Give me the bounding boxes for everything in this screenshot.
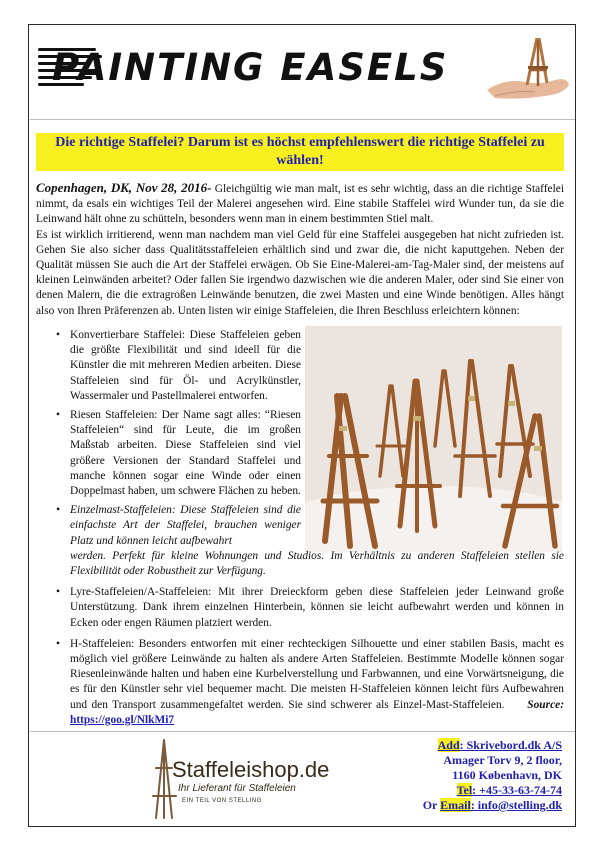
logo-title: PAINTING EASELS [52,46,449,89]
shop-subline: EIN TEIL VON STELLING [182,798,262,804]
intro-text-1: Gleichgültig wie man malt, ist es sehr wichtig, dass an die richtige Staffelei nimmt, da esals ein wichtiges Teil der Malerei angesehen wird. Eine stabile Staffelei wird Wunder tun, da sie die Leinwand hält ohne zu schütteln, besonders wenn man in einem bestimmten Stiel malt. [36,183,564,226]
list-item-lyre: • Lyre-Staffeleien/A-Staffeleien: Mit ihrer Dreieckform geben diese Staffeleien jeder Leinwand große Unterstützung. Dank ihrem einzelnen Hinterbein, können sie leicht aufbewahrt werden und können in Ecken oder engen Räumen platziert werden. [56,585,564,631]
source-link[interactable]: https://goo.gl/NlkMi7 [70,713,175,726]
header-banner [30,40,575,102]
intro-body [36,180,564,319]
add-value: : Skrivebord.dk A/S [459,738,562,752]
shop-tagline: Ihr Lieferant für Staffeleien [178,783,296,794]
hand-with-easel-icon [485,30,570,102]
intro-paragraph-2: Es ist wirklich irritierend, wenn man nachdem man viel Geld für eine Staffelei ausgegeben hat nicht zufrieden ist. Gehen Sie also sicher dass Qualitätsstaffeleien erhältlich sind und zwar die, die nicht kaputtgehen. Neben der Qualität müssen Sie auch die Art der Staffelei erwägen. Ob Sie Eine-Malerei-am-Tag-Maler sind, der meistens auf kleinen Leinwänden arbeitet? Oder fallen Sie irgendwo dazwischen wie die anderen Maler, oder sind Sie einer von denen Malern, die die extragroßen Leinwände benutzen, die zwei Masten und eine Winde benötigen. Alles hängt also von Ihren Präferenzen ab. Unten listen wir einige Staffeleien, die Ihren Beschluss erleichtern können: [36,228,564,317]
email-label: Email [440,798,471,812]
contact-address [423,738,562,813]
tel-label: Tel [456,783,473,797]
or-label: Or [422,798,441,812]
list-item-single-mast [56,503,564,579]
list-item-h-frame [56,637,564,728]
intro-paragraph-1 [36,180,564,228]
list-item-convertible: • Konvertierbare Staffelei: Diese Staffeleien geben die größte Flexibilität und sind ideell für die Künstler die mit mehreren Medien arbeiten. Diese Staffeleien sind für Öl- und Acrylkünstler, Wassermaler und Pastellmalerei entworfen. [56,328,301,404]
dateline: Copenhagen, DK, Nov 28, 2016- [36,180,212,195]
headline: Die richtige Staffelei? Darum ist es höchst empfehlenswert die richtige Staffelei zu wählen! [36,133,564,171]
address-line-tel [423,783,562,798]
add-label: Add [437,738,460,752]
address-line-email [423,798,562,813]
footer-divider [30,731,575,732]
address-line-city: 1160 København, DK [452,768,562,782]
single-mast-text-b: werden. Perfekt für kleine Wohnungen und Studios. Im Verhältnis zu anderen Staffeleien stellen sie Flexibilität oder Robustheit zur Verfügung. [70,549,564,578]
address-line-street: Amager Torv 9, 2 floor, [443,753,562,767]
easel-type-list [56,328,564,732]
h-frame-text: H-Staffeleien: Besonders entworfen mit einer rechteckigen Silhouette und einer stabilen Basis, macht es möglich viel größere Leinwände zu halten als andere Arten Staffeleien. Bestimmte Modelle können sogar Riesenleinwände halten und haben eine Kurbelverstellung und Farbwannen, und eine Vorwärtsneigung, die es für den Künstler sehr viel bequemer macht. Die meisten H-Staffeleien können leicht fürs Aufbewahren und den Transport zusammengefaltet werden. Sie sind schwerer als Einzel-Mast-Staffeleien. [70,637,564,711]
single-mast-text-a: • Einzelmast-Staffeleien: Diese Staffeleien sind die einfachste Art der Staffelei, brauchen weniger Platz und können leicht aufbewahrt [70,504,301,547]
source-label: Source: [527,698,564,711]
shop-name: Staffeleishop.de [172,757,330,782]
email-value[interactable]: : info@stelling.dk [470,798,562,812]
tel-value[interactable]: : +45-33-63-74-74 [472,783,562,797]
top-divider [30,119,575,120]
address-line-company [423,738,562,753]
list-item-giant: • Riesen Staffeleien: Der Name sagt alles: “Riesen Staffeleien“ sind für Leute, die im großen Maßstab arbeiten. Diese Staffeleien sind viel größere Versionen der Standard Staffelei und manche können sogar eine Winde oder einen Doppelmast haben, um schwere Flächen zu heben. [56,408,301,499]
